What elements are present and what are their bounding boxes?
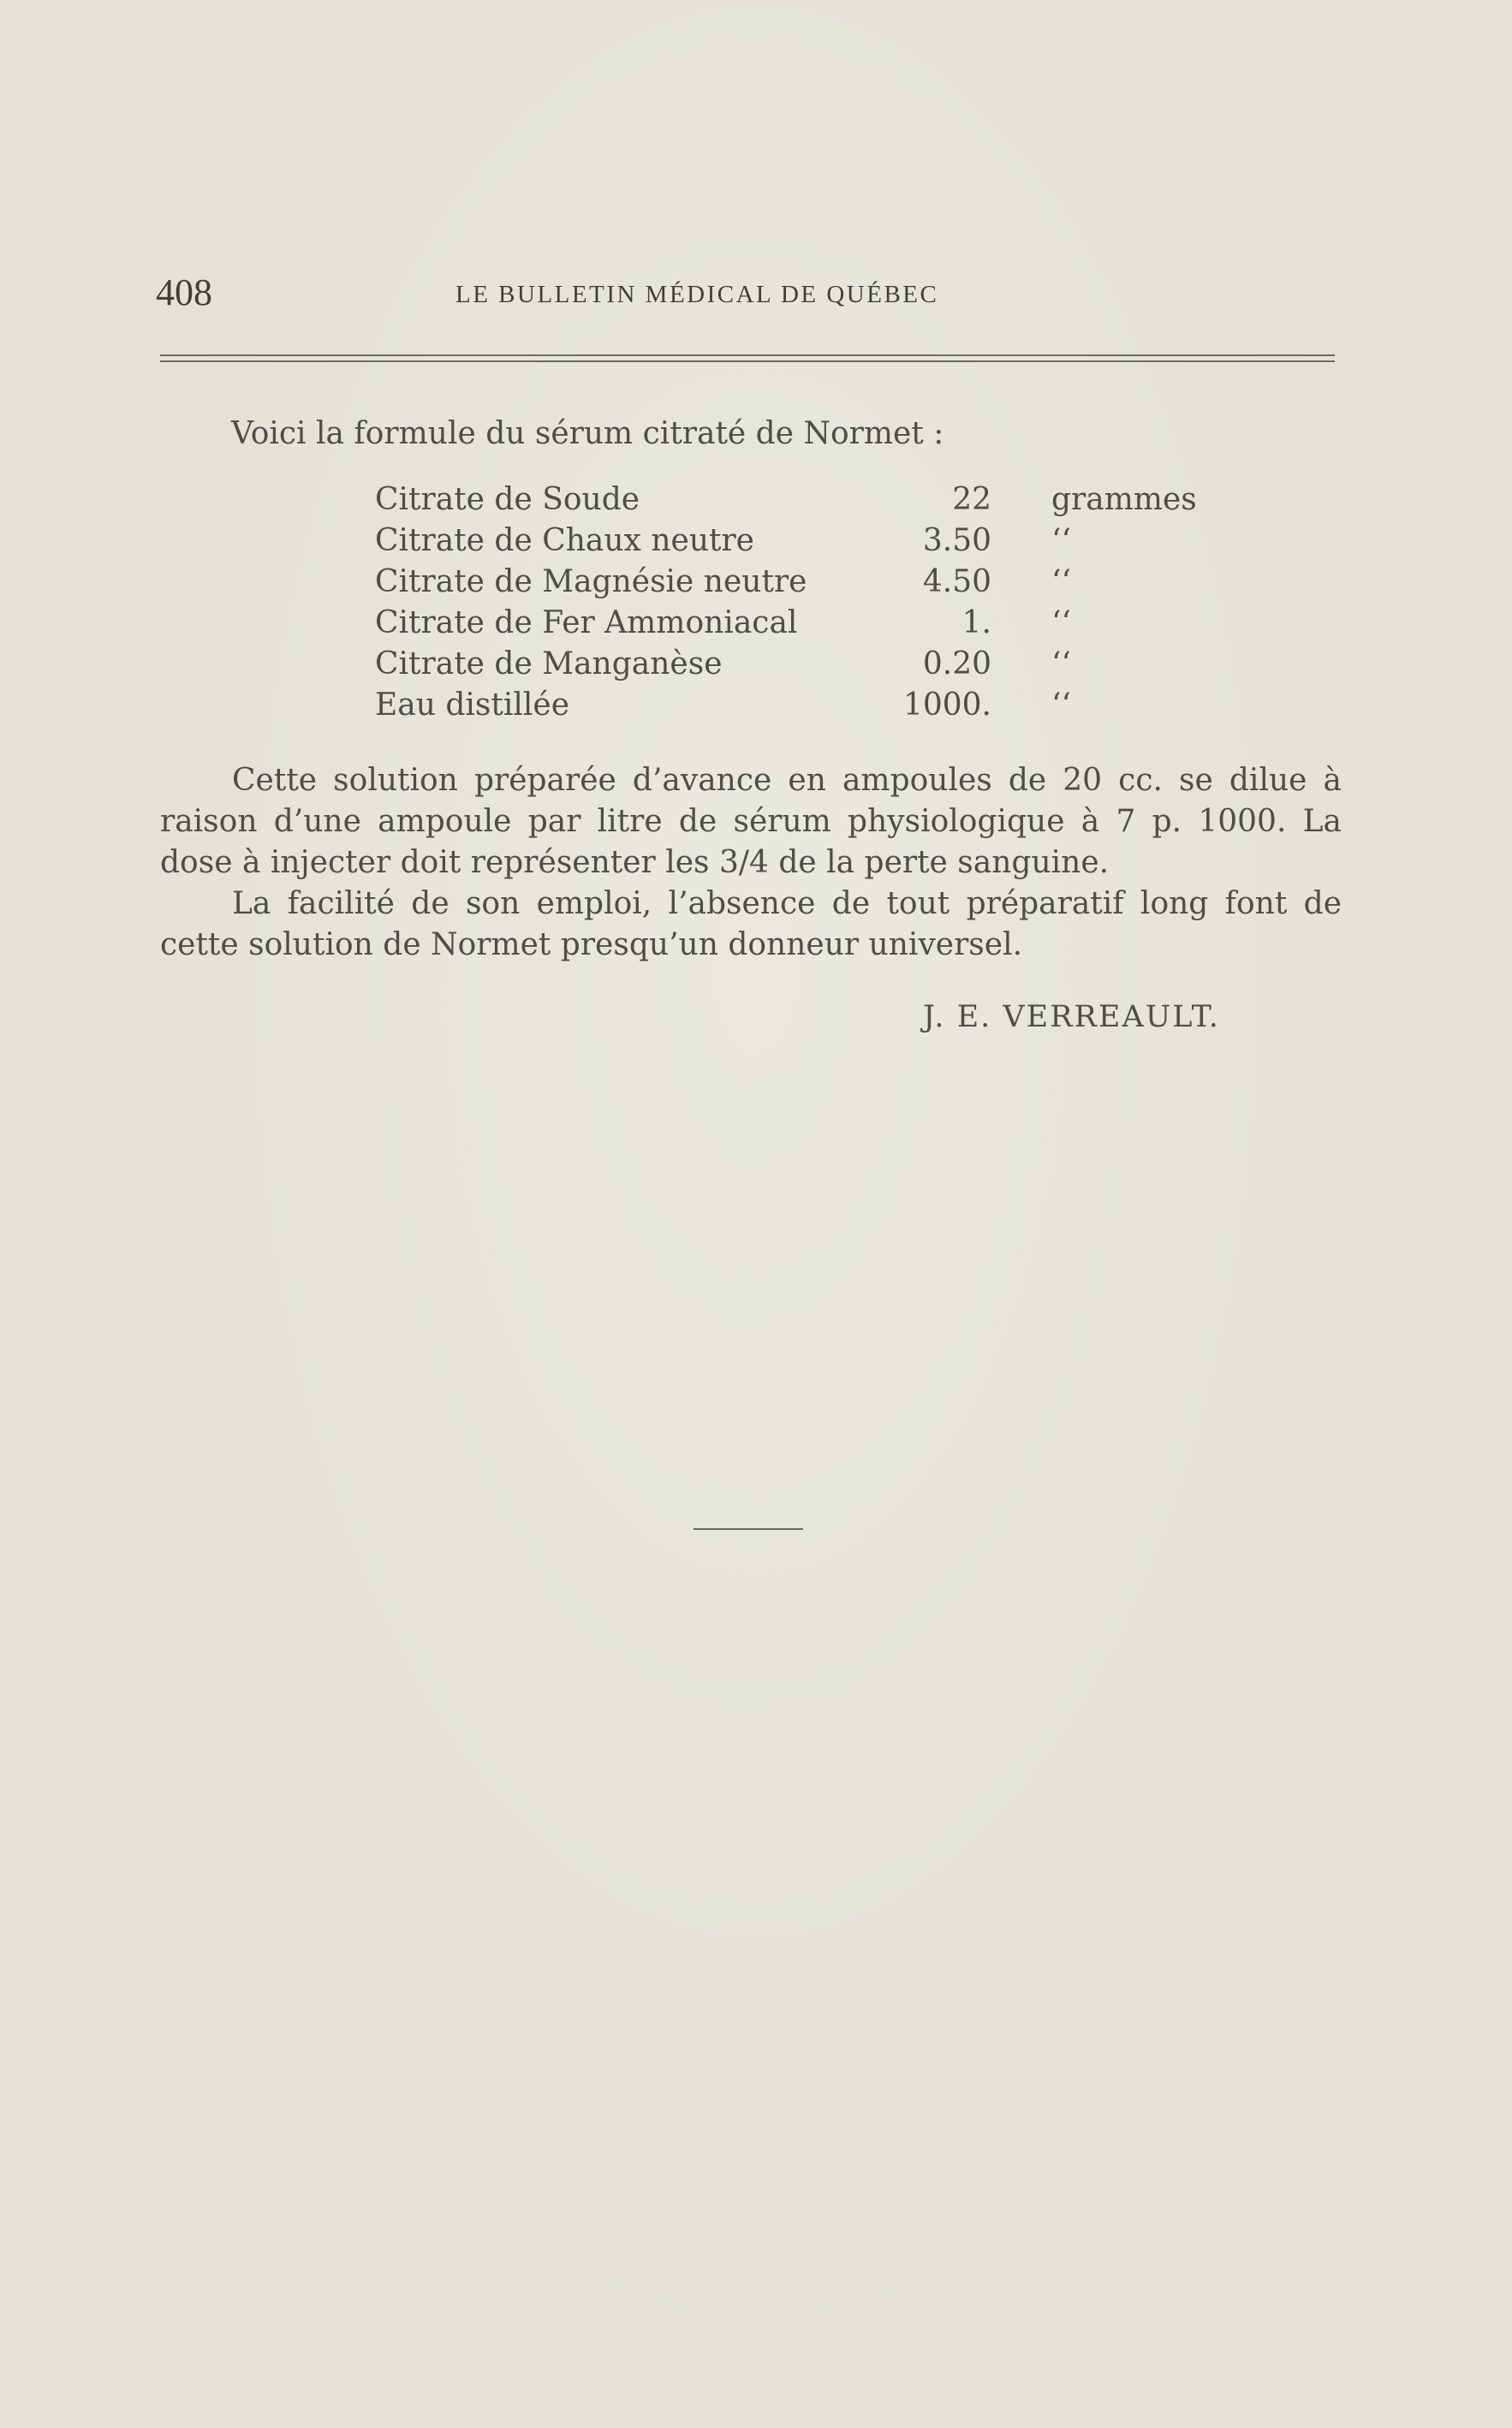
- ingredient-unit: ‘‘: [1051, 564, 1071, 599]
- ingredient-unit: ‘‘: [1051, 605, 1071, 640]
- ingredient-unit: ‘‘: [1051, 687, 1071, 723]
- ingredient-unit: ‘‘: [1051, 523, 1071, 558]
- formula-row: [375, 564, 1197, 605]
- ingredient-unit: grammes: [1051, 482, 1197, 517]
- ingredient-name: Citrate de Chaux neutre: [375, 523, 754, 558]
- formula-row: [375, 523, 1197, 564]
- ingredient-name: Citrate de Magnésie neutre: [375, 564, 807, 599]
- formula-intro: Voici la formule du sérum citraté de Normet :: [231, 416, 944, 451]
- ingredient-quantity: 1.: [961, 605, 991, 640]
- ingredient-name: Eau distillée: [375, 687, 570, 723]
- body-paragraph: La facilité de son emploi, l’absence de tout préparatif long font de cette solution de Normet presqu’un donneur universel.: [160, 886, 1342, 962]
- ingredient-name: Citrate de Soude: [375, 482, 640, 517]
- running-title: LE BULLETIN MÉDICAL DE QUÉBEC: [455, 281, 939, 308]
- formula-table: [375, 482, 1197, 729]
- formula-row: [375, 605, 1197, 646]
- ingredient-name: Citrate de Manganèse: [375, 646, 723, 681]
- formula-row: [375, 646, 1197, 687]
- page-number: 408: [156, 271, 212, 313]
- ingredient-unit: ‘‘: [1051, 646, 1071, 681]
- header-double-rule: [160, 354, 1335, 362]
- formula-row: [375, 482, 1197, 523]
- ingredient-quantity: 1000.: [902, 687, 991, 723]
- formula-row: [375, 687, 1197, 729]
- ingredient-quantity: 3.50: [922, 523, 991, 558]
- ingredient-name: Citrate de Fer Ammoniacal: [375, 605, 798, 640]
- ingredient-quantity: 22: [952, 482, 991, 517]
- ingredient-quantity: 0.20: [922, 646, 991, 681]
- author-signature: J. E. VERREAULT.: [923, 1000, 1220, 1034]
- body-paragraph: Cette solution préparée d’avance en ampoules de 20 cc. se dilue à raison d’une ampoule par litre de sérum physiologique à 7 p. 1000. La dose à injecter doit représenter les 3/4 de la perte sanguine.: [160, 763, 1342, 880]
- section-end-rule: [693, 1528, 803, 1530]
- ingredient-quantity: 4.50: [922, 564, 991, 599]
